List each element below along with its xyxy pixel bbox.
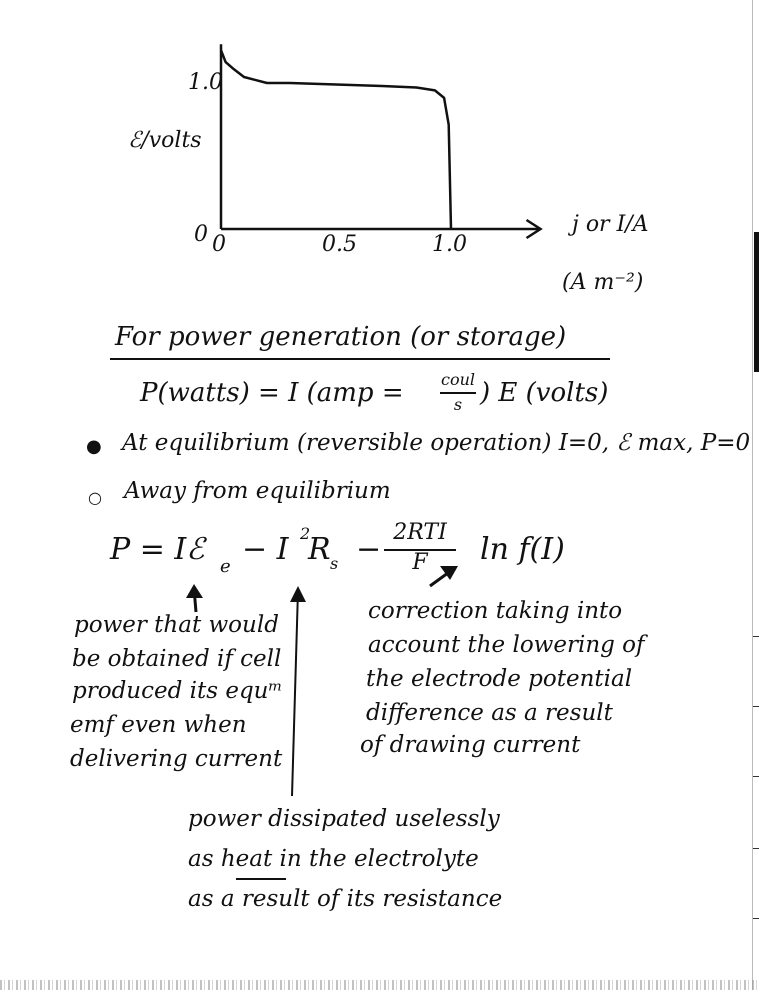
- x-tick-label-0: 0: [212, 232, 226, 257]
- note-a-line-5: delivering current: [70, 746, 283, 772]
- x-axis-unit: (A m⁻²): [562, 270, 644, 295]
- edge-tick-5: [753, 918, 759, 919]
- edge-tick-1: [753, 636, 759, 637]
- bullet-equilibrium: At equilibrium (reversible operation) I=0, ℰ max, P=0: [122, 430, 751, 456]
- note-a-line-4: emf even when: [70, 712, 247, 738]
- note-c-line-2: as heat in the electrolyte: [188, 846, 479, 872]
- eq-sub-e: e: [220, 556, 231, 577]
- note-a-line-2: be obtained if cell: [72, 646, 282, 672]
- power-equation-right: ) E (volts): [480, 378, 609, 408]
- arrow-head-first-term: [186, 584, 203, 598]
- eq-ln-f: ln f(I): [480, 532, 565, 567]
- edge-tick-4: [753, 848, 759, 849]
- eq-p-i-e: P = Iℰ: [110, 532, 205, 567]
- eq-minus-i: − I: [242, 532, 289, 567]
- y-axis-label: ℰ/volts: [128, 128, 202, 153]
- y-tick-label-zero: 0: [194, 222, 208, 247]
- eq-frac-den: F: [412, 550, 428, 575]
- power-equation-left: P(watts) = I (amp =: [140, 378, 404, 408]
- eq-sub-s: s: [330, 554, 339, 573]
- note-c-line-1: power dissipated uselessly: [188, 806, 500, 832]
- note-c-line-3: as a result of its resistance: [188, 886, 503, 912]
- edge-tick-2: [753, 706, 759, 707]
- note-b-line-4: difference as a result: [366, 700, 613, 726]
- arrow-to-second-term: [292, 590, 298, 796]
- note-a-line-3: produced its equᵐ: [72, 678, 283, 704]
- x-tick-label-05: 0.5: [322, 232, 357, 257]
- note-b-line-2: account the lowering of: [368, 632, 645, 658]
- heading-power-generation: For power generation (or storage): [115, 322, 567, 352]
- arrow-head-second-term: [290, 586, 306, 602]
- bullet-dot-2: ○: [88, 488, 102, 507]
- note-b-line-1: correction taking into: [368, 598, 623, 624]
- eq-frac-num: 2RTI: [393, 520, 447, 545]
- x-axis-label: j or I/A: [572, 212, 649, 237]
- note-b-line-3: the electrode potential: [366, 666, 633, 692]
- coul-fraction-num: coul: [440, 370, 475, 389]
- edge-tick-3: [753, 776, 759, 777]
- note-b-line-5: of drawing current: [360, 732, 581, 758]
- y-tick-label-top: 1.0: [188, 70, 223, 95]
- note-a-line-1: power that would: [74, 612, 279, 638]
- bullet-dot-1: ●: [86, 436, 102, 457]
- heat-underline: [236, 878, 286, 880]
- eq-minus: −: [356, 532, 382, 567]
- bullet-away: Away from equilibrium: [124, 478, 391, 504]
- eq-r: R: [308, 532, 331, 567]
- eq-sup-2: 2: [300, 524, 311, 543]
- coul-fraction-den: s: [453, 395, 463, 414]
- x-tick-label-10: 1.0: [432, 232, 467, 257]
